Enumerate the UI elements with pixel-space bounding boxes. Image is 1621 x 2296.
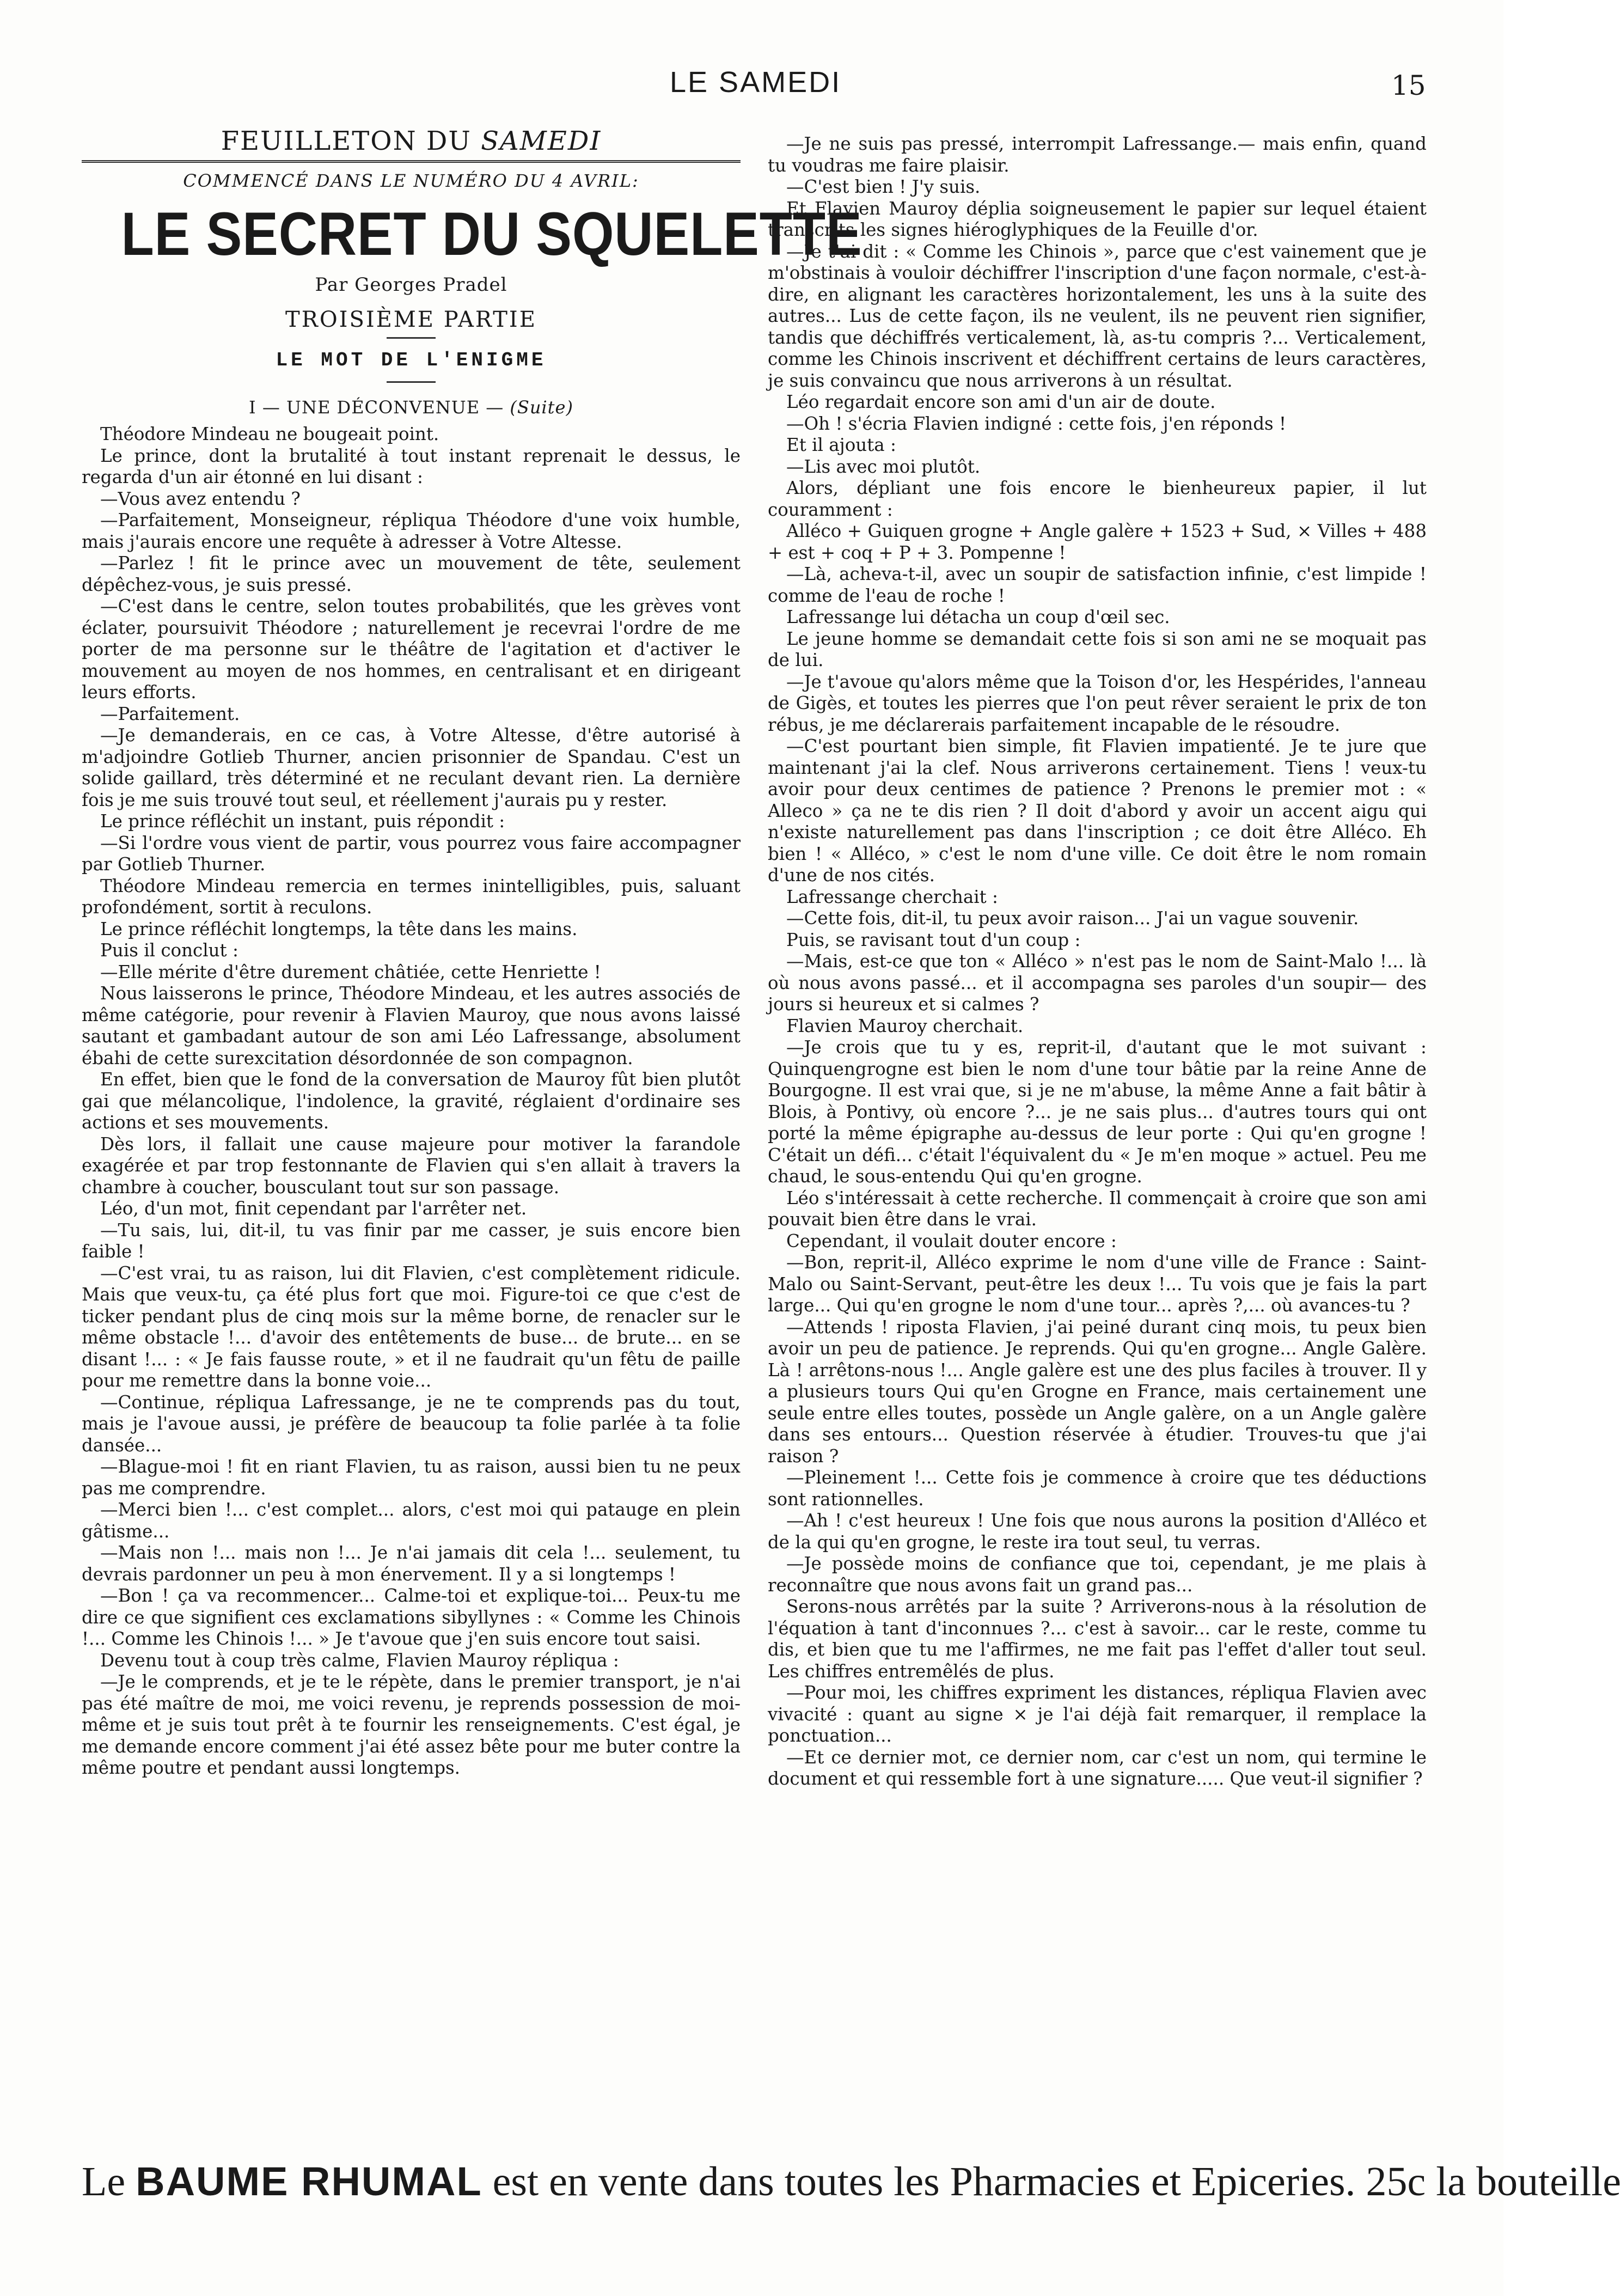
chapter-heading — [82, 397, 741, 419]
paragraph: —Continue, répliqua Lafressange, je ne te comprends pas du tout, mais je l'avoue aussi, je préfère de beaucoup ta folie parlée à ta folie dansée... — [82, 1391, 741, 1456]
part-heading: TROISIÈME PARTIE — [285, 307, 537, 332]
paragraph: Le prince, dont la brutalité à tout instant reprenait le dessus, le regarda d'un air étonné en lui disant : — [82, 445, 741, 487]
paragraph: —Je crois que tu y es, reprit-il, d'autant que le mot suivant : Quinquengrogne est bien le nom d'une tour bâtie par la reine Anne de Bourgogne. Il est vrai que, si je ne m'abuse, la même Anne a fait bâtir à Blois, à Pontivy, où encore ?... je ne sais plus... d'autres tours qui ont porté la même épigraphe au-dessus de leur porte : Qui qu'en grogne ! C'était un défi... c'était l'équivalent du « Je m'en moque » actuel. Peu me chaud, le sous-entendu Qui qu'en grogne. — [768, 1037, 1427, 1187]
paragraph: Puis il conclut : — [100, 940, 238, 961]
paragraph: Cependant, il voulait douter encore : — [786, 1230, 1117, 1251]
paragraph: —Je possède moins de confiance que toi, cependant, je me plais à reconnaître que nous avons fait un grand pas... — [768, 1553, 1427, 1596]
paragraph: —Parfaitement, Monseigneur, répliqua Théodore d'une voix humble, mais j'aurais encore une requête à adresser à Votre Altesse. — [82, 510, 741, 552]
advert-prefix: Le — [82, 2159, 136, 2205]
paragraph: Léo, d'un mot, finit cependant par l'arrêter net. — [100, 1198, 527, 1219]
paragraph: —Tu sais, lui, dit-il, tu vas finir par me casser, je suis encore bien faible ! — [82, 1219, 741, 1262]
advertisement — [82, 2157, 1621, 2206]
chapter-heading-italic: (Suite) — [510, 396, 573, 418]
page-number: 15 — [1391, 70, 1426, 101]
paragraph: —Mais, est-ce que ton « Alléco » n'est pas le nom de Saint-Malo !... là où nous avons passé... et il accompagna ses paroles d'un soupir— des jours si heureux et si calmes ? — [768, 951, 1427, 1015]
advert-text: est en vente dans toutes les Pharmacies et Epiceries. 25c la bouteille — [482, 2159, 1621, 2205]
paragraph: Et il ajouta : — [786, 435, 896, 455]
paragraph: —Merci bien !... c'est complet... alors, c'est moi qui patauge en plein gâtisme... — [82, 1499, 741, 1542]
paragraph: Théodore Mindeau remercia en termes inintelligibles, puis, saluant profondément, sortit à reculons. — [82, 875, 741, 918]
paragraph: —Pleinement !... Cette fois je commence à croire que tes déductions sont rationnelles. — [768, 1467, 1427, 1510]
right-column-body — [768, 133, 1427, 1790]
paragraph: —Blague-moi ! fit en riant Flavien, tu as raison, aussi bien tu ne peux pas me comprendre. — [82, 1456, 741, 1499]
paragraph: Alléco + Guiquen grogne + Angle galère + 1523 + Sud, × Villes + 488 + est + coq + P + 3. Pompenne ! — [768, 521, 1427, 563]
paragraph: Le prince réfléchit longtemps, la tête dans les mains. — [100, 918, 578, 939]
paragraph: —C'est vrai, tu as raison, lui dit Flavien, c'est complètement ridicule. Mais que veux-tu, ça été plus fort que moi. Figure-toi ce que c'est de ticker pendant plus de cinq mois sur la même borne, de renacler sur le même obstacle !... d'avoir des entêtements de buse... de brute... en se disant !... : « Je fais fausse route, » et il ne faudrait qu'un fêtu de paille pour me remettre dans la bonne voie... — [82, 1262, 741, 1391]
paragraph: —Parlez ! fit le prince avec un mouvement de tête, seulement dépêchez-vous, je suis pressé. — [82, 553, 741, 595]
paragraph: —Je ne suis pas pressé, interrompit Lafressange.— mais enfin, quand tu voudras me faire plaisir. — [768, 133, 1427, 176]
paragraph: Et Flavien Mauroy déplia soigneusement le papier sur lequel étaient transcrits les signes hiéroglyphiques de la Feuille d'or. — [768, 198, 1427, 240]
story-byline: Par Georges Pradel — [315, 274, 507, 296]
part-divider — [387, 337, 436, 339]
paragraph: En effet, bien que le fond de la conversation de Mauroy fût bien plutôt gai que mélancolique, l'indolence, la gravité, réglaient d'ordinaire ses actions et ses mouvements. — [82, 1069, 741, 1133]
chapter-heading-text: I — UNE DÉCONVENUE — — [249, 396, 510, 418]
feuilleton-note: COMMENCÉ DANS LE NUMÉRO DU 4 AVRIL: — [183, 170, 639, 191]
paragraph: —C'est bien ! J'y suis. — [786, 176, 981, 197]
feuilleton-heading — [82, 126, 741, 156]
paragraph: —Mais non !... mais non !... Je n'ai jamais dit cela !... seulement, tu devrais pardonner un peu à mon énervement. Il y a si longtemps ! — [82, 1542, 741, 1585]
paragraph: —Je le comprends, et je te le répète, dans le premier transport, je n'ai pas été maître de moi, me voici revenu, je reprends possession de moi-même et je suis tout prêt à te fournir les renseignements. C'est égal, je me demande encore comment j'ai été assez bête pour me buter contre la même poutre et pendant aussi longtemps. — [82, 1671, 741, 1778]
paragraph: —Elle mérite d'être durement châtiée, cette Henriette ! — [100, 961, 601, 982]
paragraph: Nous laisserons le prince, Théodore Mindeau, et les autres associés de même catégorie, pour revenir à Flavien Mauroy, que nous avons laissé sautant et gambadant autour de son ami Léo Lafressange, absolument ébahi de cette surexcitation désordonnée de son compagnon. — [82, 983, 741, 1068]
paragraph: —Je t'avoue qu'alors même que la Toison d'or, les Hespérides, l'anneau de Gigès, et toutes les pierres que l'on peut rêver seraient le prix de ton rébus, je me déclarerais parfaitement incapable de le résoudre. — [768, 671, 1427, 735]
paragraph: Le prince réfléchit un instant, puis répondit : — [100, 811, 505, 832]
paragraph: Devenu tout à coup très calme, Flavien Mauroy répliqua : — [100, 1650, 619, 1671]
feuilleton-heading-italic: SAMEDI — [481, 126, 602, 156]
paragraph: —Là, acheva-t-il, avec un soupir de satisfaction infinie, c'est limpide ! comme de l'eau de roche ! — [768, 564, 1427, 606]
paragraph: —Et ce dernier mot, ce dernier nom, car c'est un nom, qui termine le document et qui ressemble fort à une signature..... Que veut-il signifier ? — [768, 1747, 1427, 1789]
paragraph: —Pour moi, les chiffres expriment les distances, répliqua Flavien avec vivacité : quant au signe × je l'ai déjà fait remarquer, il remplace la ponctuation... — [768, 1682, 1427, 1746]
story-title: LE SECRET DU SQUELETTE — [121, 200, 863, 268]
paragraph: Léo s'intéressait à cette recherche. Il commençait à croire que son ami pouvait bien être dans le vrai. — [768, 1187, 1427, 1230]
part-subtitle: LE MOT DE L'ENIGME — [276, 349, 547, 371]
subtitle-divider — [387, 381, 436, 383]
paragraph: —Bon, reprit-il, Alléco exprime le nom d'une ville de France : Saint-Malo ou Saint-Servant, peut-être les deux !... Tu vois que je fais la part large... Qui qu'en grogne le nom d'une tour... après ?,... où avances-tu ? — [768, 1252, 1427, 1316]
paragraph: —Si l'ordre vous vient de partir, vous pourrez vous faire accompagner par Gotlieb Thurner. — [82, 832, 741, 875]
paragraph: Flavien Mauroy cherchait. — [786, 1015, 1024, 1036]
feuilleton-heading-prefix: FEUILLETON DU — [221, 126, 481, 156]
paragraph: Léo regardait encore son ami d'un air de doute. — [786, 392, 1216, 412]
paragraph: —Lis avec moi plutôt. — [786, 456, 981, 477]
paragraph: —Vous avez entendu ? — [100, 488, 301, 509]
paragraph: —Cette fois, dit-il, tu peux avoir raison... J'ai un vague souvenir. — [786, 908, 1359, 929]
paragraph: —Je t'ai dit : « Comme les Chinois », parce que c'est vainement que je m'obstinais à vouloir déchiffrer l'inscription d'une façon normale, c'est-à-dire, en alignant les caractères horizontalement, les uns à la suite des autres... Lus de cette façon, ils ne veulent, ils ne peuvent rien signifier, tandis que déchiffrés verticalement, là, as-tu compris ?... Verticalement, comme les Chinois inscrivent et déchiffrent certains de leurs caractères, je suis convaincu que nous arriverons à un résultat. — [768, 241, 1427, 391]
paragraph: Alors, dépliant une fois encore le bienheureux papier, il lut couramment : — [768, 478, 1427, 520]
paragraph: —C'est dans le centre, selon toutes probabilités, que les grèves vont éclater, poursuivit Théodore ; naturellement je recevrai l'ordre de me porter de ma personne sur le théâtre de l'agitation et d'activer le mouvement au moyen de nos hommes, en centralisant et en dirigeant leurs efforts. — [82, 596, 741, 703]
paragraph: —Parfaitement. — [100, 703, 240, 724]
paragraph: Le jeune homme se demandait cette fois si son ami ne se moquait pas de lui. — [768, 628, 1427, 670]
paragraph: —Ah ! c'est heureux ! Une fois que nous aurons la position d'Alléco et de la qui qu'en grogne, le reste ira tout seul, tu verras. — [768, 1510, 1427, 1553]
paragraph: Dès lors, il fallait une cause majeure pour motiver la farandole exagérée et par trop festonnante de Flavien qui s'en allait à travers la chambre à coucher, bousculant tout sur son passage. — [82, 1133, 741, 1198]
paragraph: Lafressange lui détacha un coup d'œil sec. — [786, 607, 1170, 627]
right-column — [768, 133, 1427, 1790]
paragraph: —Bon ! ça va recommencer... Calme-toi et explique-toi... Peux-tu me dire ce que signifient ces exclamations sibyllynes : « Comme les Chinois !... Comme les Chinois !... » Je t'avoue que j'en suis encore tout saisi. — [82, 1585, 741, 1649]
left-column-body — [82, 424, 741, 1779]
paragraph: Théodore Mindeau ne bougeait point. — [100, 424, 439, 444]
paragraph: —Attends ! riposta Flavien, j'ai peiné durant cinq mois, tu peux bien avoir un peu de patience. Je reprends. Qui qu'en grogne... Angle Galère. Là ! arrêtons-nous !... Angle galère est une des plus faciles à trouver. Il y a plusieurs tours Qui qu'en Grogne en France, mais certainement une seule entre elles toutes, possède un Angle galère, on a un Angle galère dans ses entours... Question réservée à étudier. Trouves-tu que j'ai raison ? — [768, 1316, 1427, 1467]
paragraph: —C'est pourtant bien simple, fit Flavien impatienté. Je te jure que maintenant j'ai la clef. Nous arriverons certainement. Tiens ! veux-tu avoir pour deux centimes de patience ? Prenons le premier mot : « Alleco » ça ne te dis rien ? Il doit d'abord y avoir un accent aigu qui n'existe naturellement pas dans l'inscription ; ce doit être Alléco. Eh bien ! « Alléco, » c'est le nom d'une ville. Ce doit être le nom romain d'une de nos cités. — [768, 736, 1427, 886]
advert-brand: BAUME RHUMAL — [136, 2159, 482, 2204]
paragraph: Puis, se ravisant tout d'un coup : — [786, 929, 1081, 950]
running-header-title: LE SAMEDI — [670, 66, 842, 99]
paragraph: —Oh ! s'écria Flavien indigné : cette fois, j'en réponds ! — [786, 413, 1287, 434]
paragraph: —Je demanderais, en ce cas, à Votre Altesse, d'être autorisé à m'adjoindre Gotlieb Thurner, ancien prisonnier de Spandau. C'est un solide gaillard, très déterminé et ne reculant devant rien. La dernière fois je me suis trouvé tout seul, et réellement j'aurais pu y rester. — [82, 725, 741, 810]
heading-divider — [82, 160, 741, 163]
paragraph: Lafressange cherchait : — [786, 886, 998, 907]
paragraph: Serons-nous arrêtés par la suite ? Arriverons-nous à la résolution de l'équation à tant d'inconnues ?... c'est à savoir... car le reste, comme tu dis, et bien que tu me l'affirmes, ne me fait pas l'effet d'aller tout seul. Les chiffres entremêlés de plus. — [768, 1596, 1427, 1682]
